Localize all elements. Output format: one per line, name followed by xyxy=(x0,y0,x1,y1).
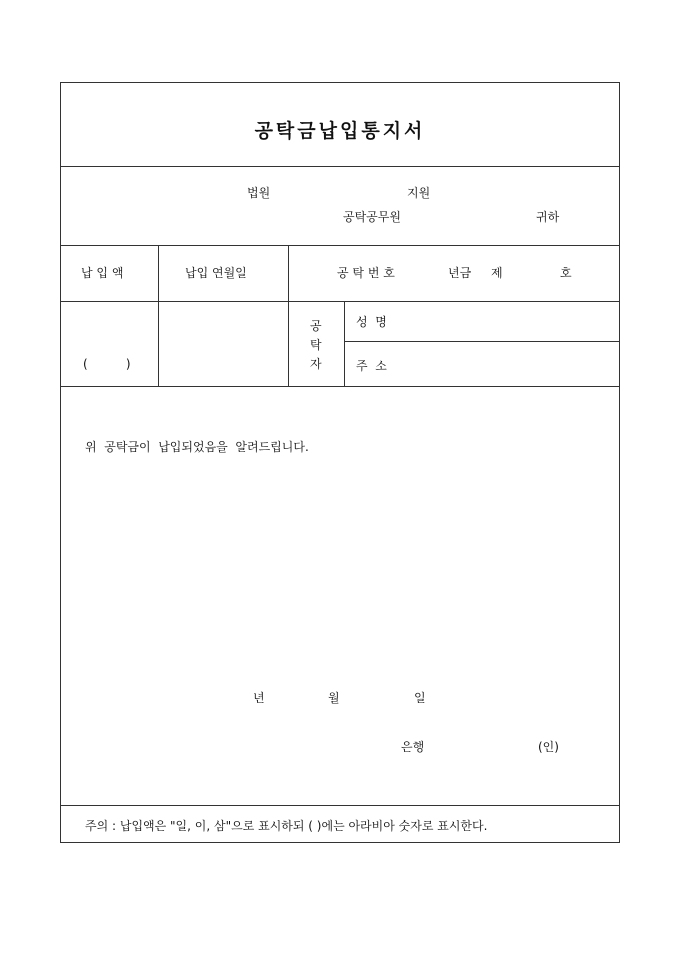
number-suffix-label: 호 xyxy=(560,266,572,280)
address-label: 주 소 xyxy=(356,359,387,373)
amount-numeric-paren: ( ) xyxy=(83,357,131,371)
divider xyxy=(344,341,619,342)
number-prefix-label: 제 xyxy=(491,266,503,280)
divider xyxy=(344,301,345,386)
divider xyxy=(288,245,289,386)
footer-note: 주의 : 납입액은 "일, 이, 삼"으로 표시하되 ( )에는 아라비아 숫자로 표시한다. xyxy=(85,819,488,833)
seal-mark: (인) xyxy=(538,740,559,754)
depositor-label-1: 공 xyxy=(310,319,322,333)
bank-label: 은행 xyxy=(401,740,425,754)
divider xyxy=(61,245,619,246)
amount-header: 납 입 액 xyxy=(81,266,124,280)
divider xyxy=(61,805,619,806)
divider xyxy=(61,166,619,167)
year-label: 년금 xyxy=(448,266,472,280)
officer-label: 공탁공무원 xyxy=(343,210,401,224)
year-text: 년 xyxy=(253,691,265,705)
branch-label: 지원 xyxy=(407,186,431,200)
notice-message: 위 공탁금이 납입되었음을 알려드립니다. xyxy=(85,440,309,454)
divider xyxy=(61,301,619,302)
month-text: 월 xyxy=(328,691,340,705)
name-label: 성 명 xyxy=(356,315,387,329)
deposit-number-label: 공 탁 번 호 xyxy=(337,266,395,280)
deposit-notice-form xyxy=(60,82,620,843)
depositor-label-3: 자 xyxy=(310,357,322,371)
honorific-label: 귀하 xyxy=(536,210,560,224)
divider xyxy=(61,386,619,387)
divider xyxy=(158,245,159,386)
form-title: 공탁금납입통지서 xyxy=(254,120,426,142)
depositor-label-2: 탁 xyxy=(310,338,322,352)
day-text: 일 xyxy=(414,691,426,705)
date-header: 납입 연월일 xyxy=(185,266,247,280)
court-label: 법원 xyxy=(247,186,271,200)
